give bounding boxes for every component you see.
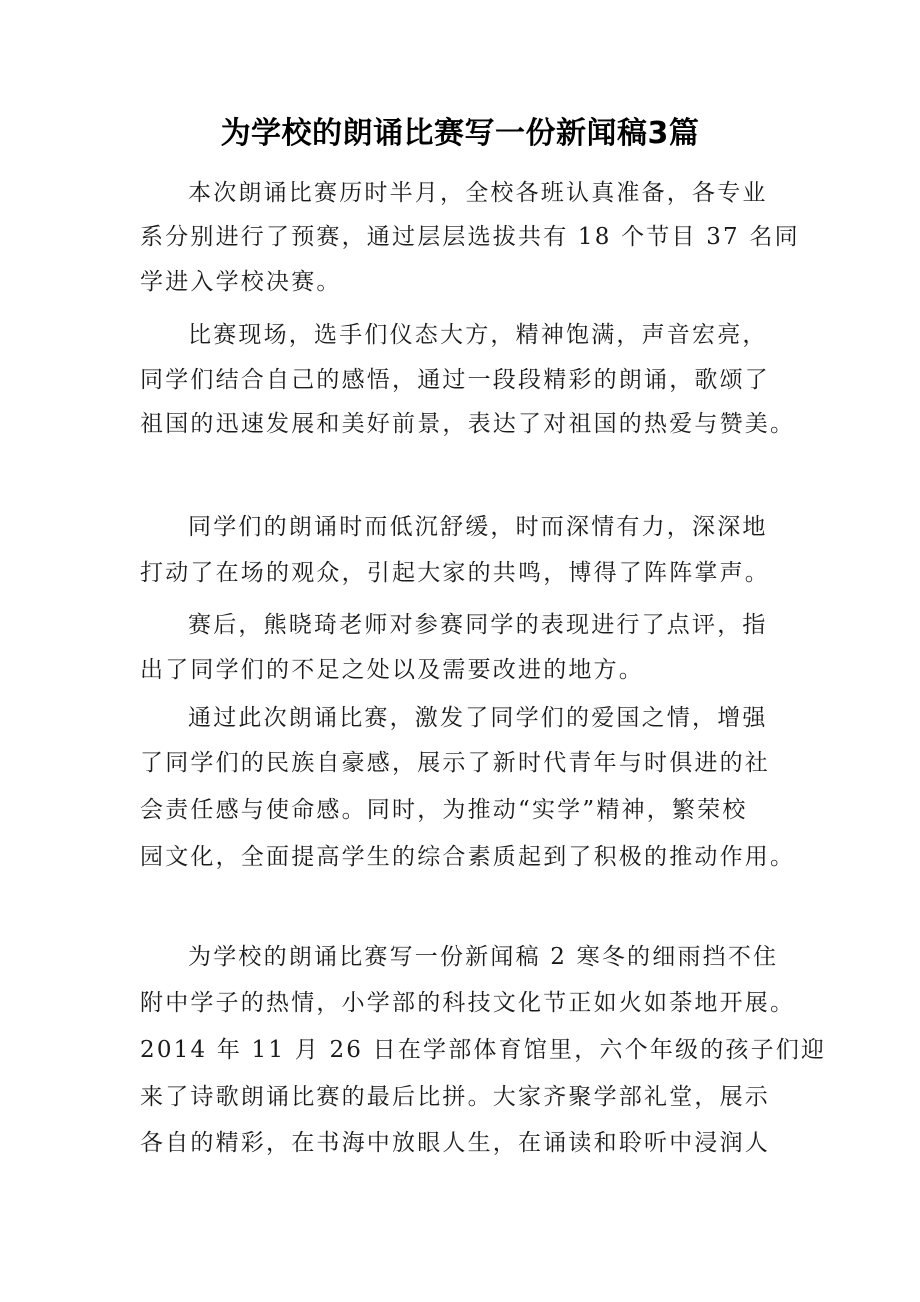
paragraph-line: 来了诗歌朗诵比赛的最后比拼。大家齐聚学部礼堂，展示 bbox=[140, 1084, 770, 1110]
paragraph-line: 附中学子的热情，小学部的科技文化节正如火如荼地开展。 bbox=[140, 990, 796, 1016]
document-title: 为学校的朗诵比赛写一份新闻稿3篇 bbox=[220, 116, 700, 151]
paragraph-line: 学进入学校决赛。 bbox=[140, 269, 342, 295]
paragraph-line: 同学们结合自己的感悟，通过一段段精彩的朗诵，歌颂了 bbox=[140, 367, 770, 393]
paragraph-line: 园文化，全面提高学生的综合素质起到了积极的推动作用。 bbox=[140, 844, 796, 870]
paragraph-line: 2014 年 11 月 26 日在学部体育馆里，六个年级的孩子们迎 bbox=[140, 1037, 827, 1063]
paragraph-line: 通过此次朗诵比赛，激发了同学们的爱国之情，增强 bbox=[188, 705, 768, 731]
paragraph-line: 比赛现场，选手们仪态大方，精神饱满，声音宏亮， bbox=[188, 322, 768, 348]
paragraph-line: 为学校的朗诵比赛写一份新闻稿 2 寒冬的细雨挡不住 bbox=[188, 944, 779, 970]
paragraph-line: 了同学们的民族自豪感，展示了新时代青年与时俱进的社 bbox=[140, 750, 770, 776]
paragraph-line: 系分别进行了预赛，通过层层选拔共有 18 个节目 37 名同 bbox=[140, 224, 800, 250]
paragraph-line: 出了同学们的不足之处以及需要改进的地方。 bbox=[140, 657, 644, 683]
paragraph-line: 同学们的朗诵时而低沉舒缓，时而深情有力，深深地 bbox=[188, 514, 768, 540]
paragraph-line: 打动了在场的观众，引起大家的共鸣，博得了阵阵掌声。 bbox=[140, 560, 770, 586]
paragraph-line: 祖国的迅速发展和美好前景，表达了对祖国的热爱与赞美。 bbox=[140, 411, 796, 437]
paragraph-line: 会责任感与使命感。同时，为推动“实学”精神，繁荣校 bbox=[140, 797, 748, 823]
paragraph-line: 各自的精彩，在书海中放眼人生，在诵读和聆听中浸润人 bbox=[140, 1130, 770, 1156]
paragraph-line: 赛后，熊晓琦老师对参赛同学的表现进行了点评，指 bbox=[188, 612, 768, 638]
paragraph-line: 本次朗诵比赛历时半月，全校各班认真准备，各专业 bbox=[188, 180, 768, 206]
